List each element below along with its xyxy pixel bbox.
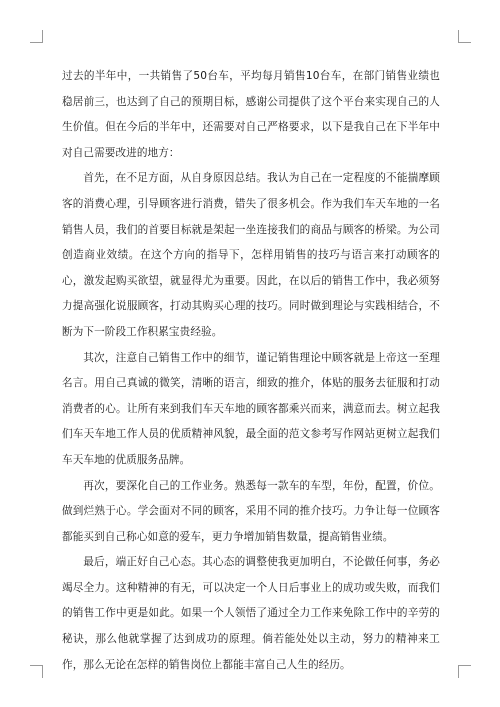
document-body [62, 64, 440, 678]
paragraph-second-point: 其次，注意自己销售工作中的细节，谨记销售理论中顾客就是上帝这一至理名言。用自己真诚的微笑，清晰的语言，细致的推介，体贴的服务去征服和打动消费者的心。让所有来到我们车天车地的顾客都乘兴而来，满意而去。树立起我们车天车地工作人员的优质精神风貌，最全面的范文参考写作网站更树立起我们车天车地的优质服务品牌。 [62, 351, 440, 466]
crop-mark-top-left [30, 30, 43, 43]
paragraph-final-point: 最后，端正好自己心态。其心态的调整使我更加明白，不论做任何事，务必竭尽全力。这种精神的有无，可以决定一个人日后事业上的成功或失败，而我们的销售工作中更是如此。如果一个人领悟了通过全力工作来免除工作中的辛劳的秘诀，那么他就掌握了达到成功的原理。倘若能处处以主动，努力的精神来工作，那么无论在怎样的销售岗位上都能丰富自己人生的经历。 [62, 556, 440, 671]
paragraph-third-point: 再次，要深化自己的工作业务。熟悉每一款车的车型，年份，配置，价位。做到烂熟于心。学会面对不同的顾客，采用不同的推介技巧。力争让每一位顾客都能买到自己称心如意的爱车，更力争增加销售数量，提高销售业绩。 [62, 479, 440, 543]
crop-mark-bottom-right [458, 665, 471, 678]
crop-mark-bottom-left [30, 665, 43, 678]
crop-mark-top-right [458, 30, 471, 43]
paragraph-first-point: 首先，在不足方面，从自身原因总结。我认为自己在一定程度的不能揣摩顾客的消费心理，引导顾客进行消费，错失了很多机会。作为我们车天车地的一名销售人员，我们的首要目标就是架起一坐连接我们的商品与顾客的桥梁。为公司创造商业效绩。在这个方向的指导下，怎样用销售的技巧与语言来打动顾客的心，激发起购买欲望，就显得尤为重要。因此，在以后的销售工作中，我必须努力提高强化说服顾客，打动其购买心理的技巧。同时做到理论与实践相结合，不断为下一阶段工作积累宝贵经验。 [62, 172, 440, 338]
paragraph-summary: 过去的半年中，一共销售了50台车，平均每月销售10台车，在部门销售业绩也稳居前三，也达到了自己的预期目标，感谢公司提供了这个平台来实现自己的人生价值。但在今后的半年中，还需要对自己严格要求，以下是我自己在下半年中对自己需要改进的地方： [62, 70, 440, 159]
